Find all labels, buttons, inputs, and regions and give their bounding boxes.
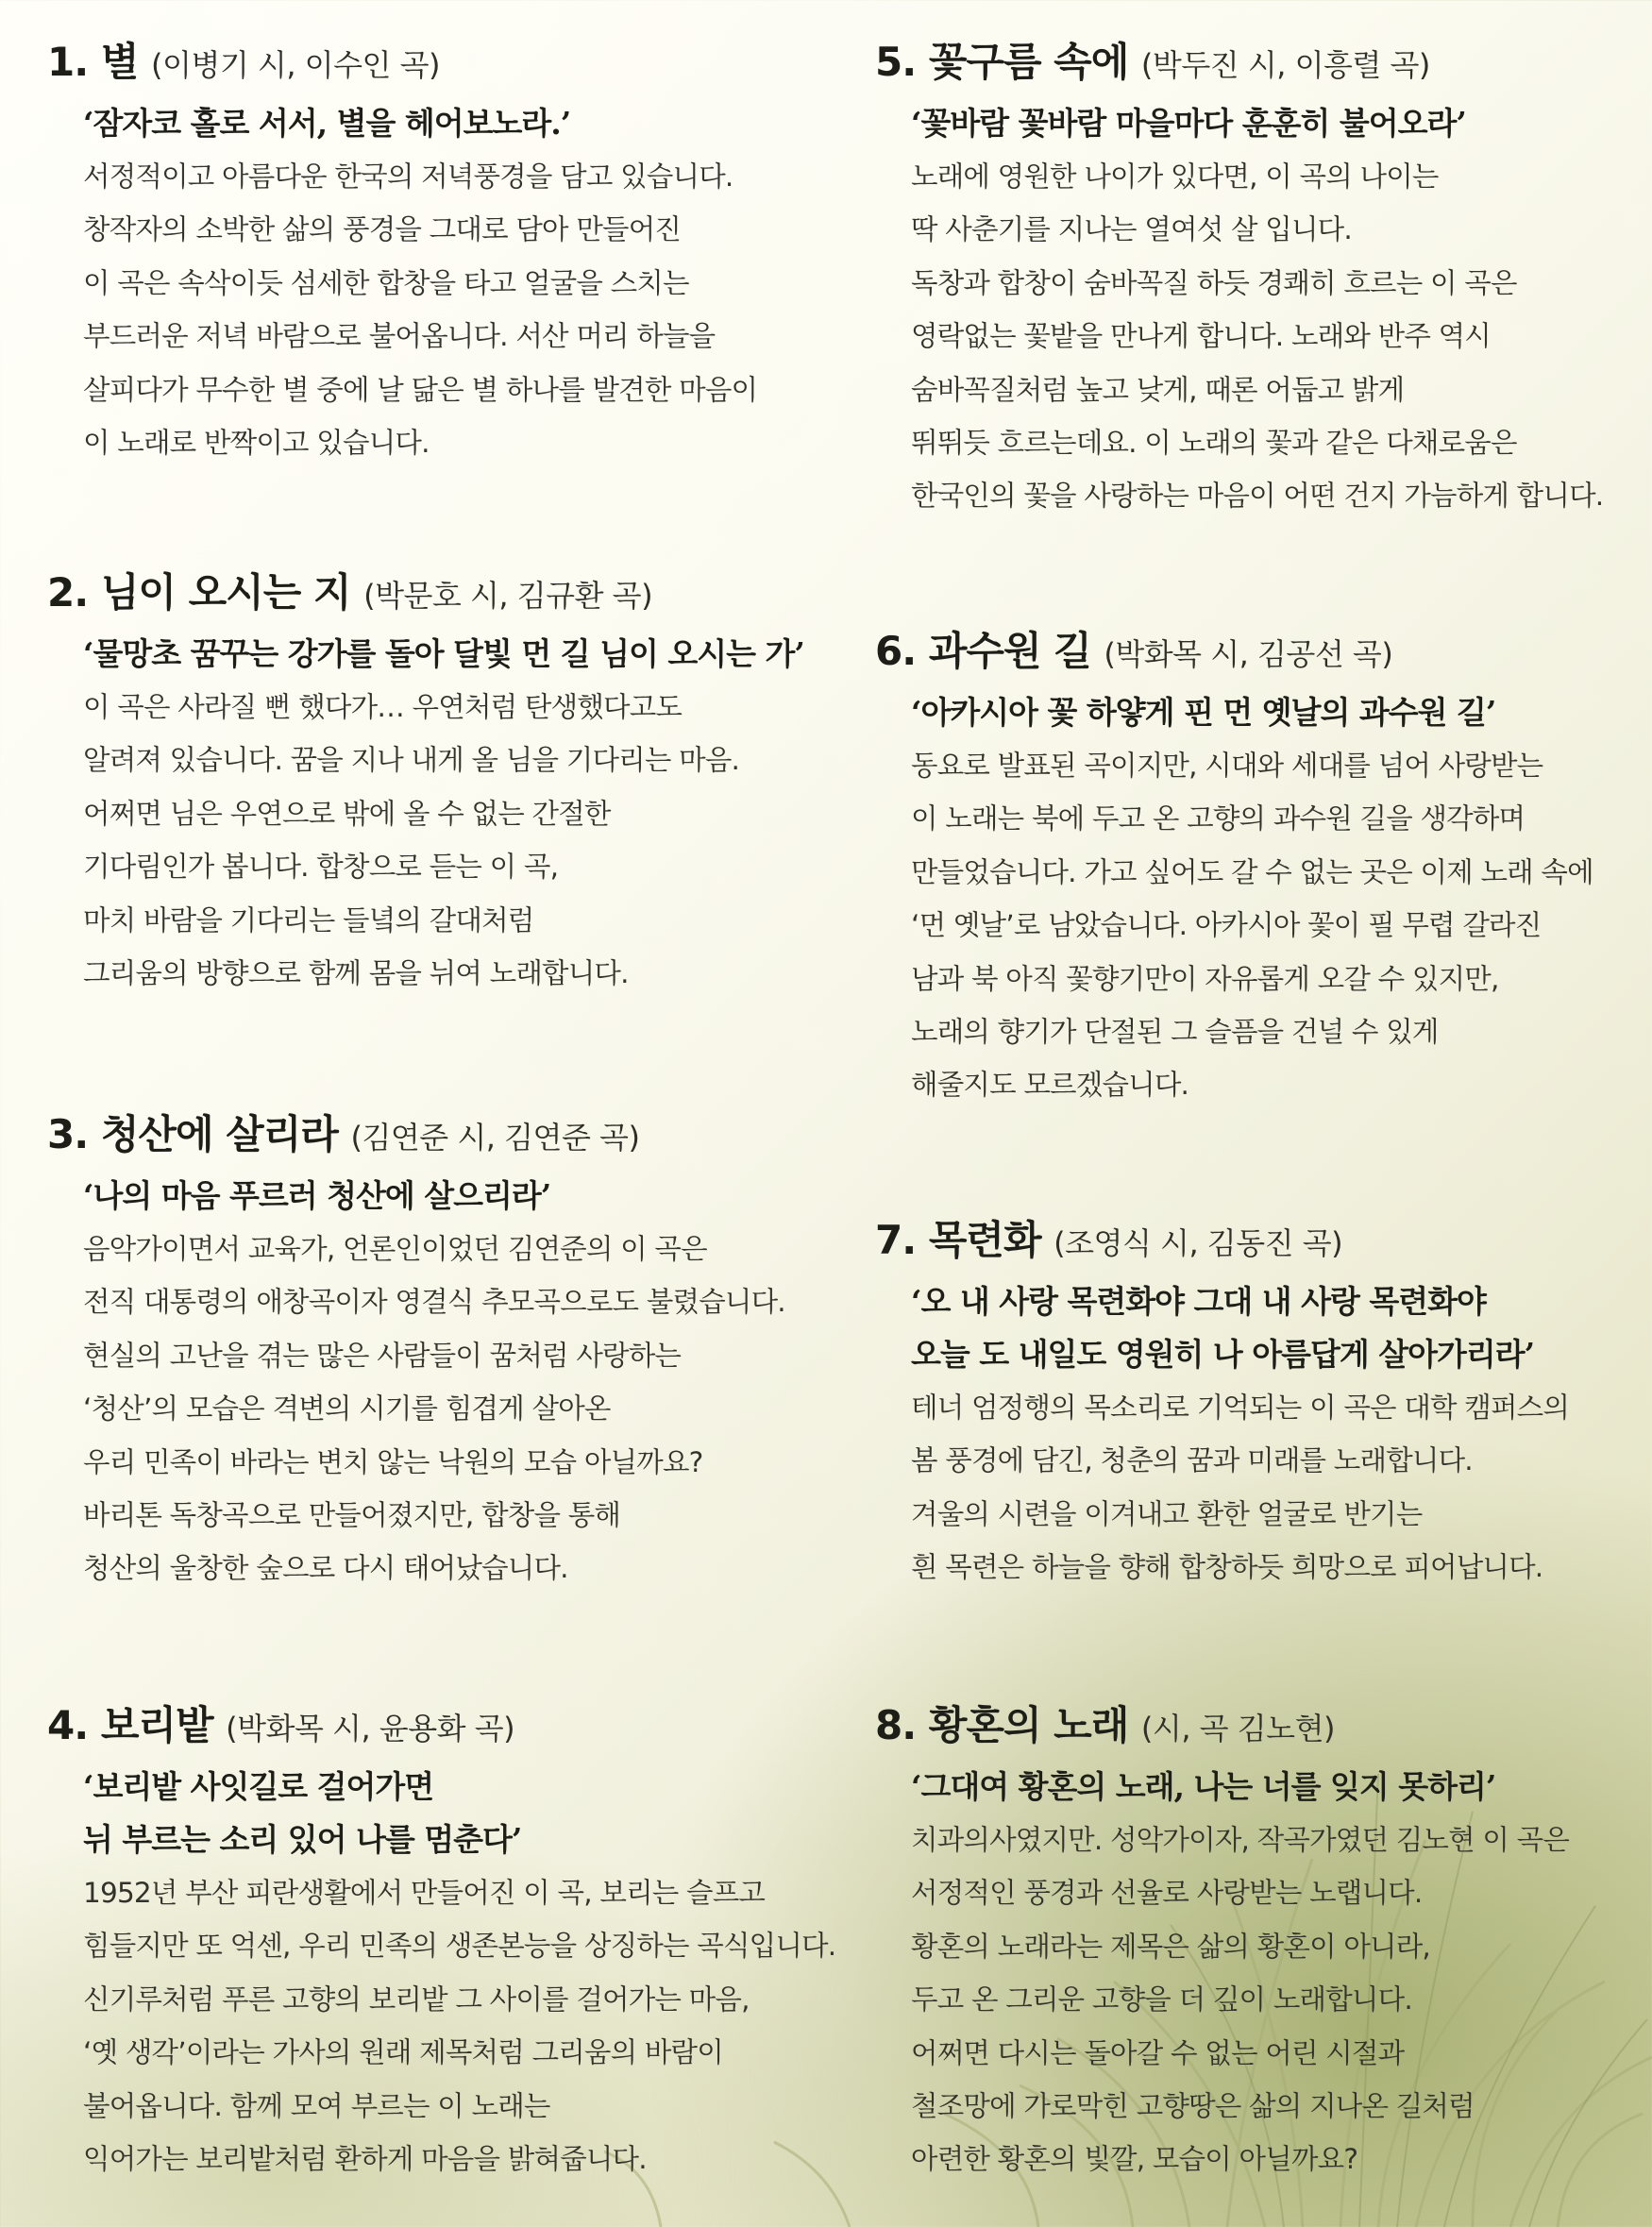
song-description-line: 익어가는 보리밭처럼 환하게 마음을 밝혀줍니다. — [83, 2143, 647, 2176]
song-description-line: 바리톤 독창곡으로 만들어졌지만, 합창을 통해 — [83, 1499, 621, 1532]
song-description-line: 마치 바람을 기다리는 들녘의 갈대처럼 — [83, 903, 534, 936]
song-number: 4. — [47, 1702, 89, 1748]
song-description-line: ‘옛 생각’이라는 가사의 원래 제목처럼 그리움의 바람이 — [83, 2036, 723, 2069]
song-description-line: 어쩌면 다시는 돌아갈 수 없는 어린 시절과 — [911, 2036, 1405, 2069]
song-number: 8. — [875, 1702, 917, 1748]
song-heading — [47, 1699, 850, 1755]
song-2 — [47, 566, 850, 1000]
song-description-line: 겨울의 시련을 이겨내고 환한 얼굴로 반기는 — [911, 1497, 1423, 1530]
song-description-line: 음악가이면서 교육가, 언론인이었던 김연준의 이 곡은 — [83, 1233, 707, 1265]
song-description-line: 청산의 울창한 숲으로 다시 태어났습니다. — [83, 1552, 568, 1585]
song-title: 꽃구름 속에 — [928, 39, 1129, 85]
song-heading — [875, 36, 1652, 92]
song-heading — [875, 1214, 1652, 1270]
song-lyric-quote: ‘물망초 꿈꾸는 강가를 돌아 달빛 먼 길 님이 오시는 가’ — [83, 635, 804, 672]
song-description-line: 서정적인 풍경과 선율로 사랑받는 노랩니다. — [911, 1877, 1423, 1910]
song-number: 6. — [875, 628, 917, 674]
song-title: 황혼의 노래 — [928, 1702, 1129, 1748]
song-title: 님이 오시는 지 — [100, 569, 351, 616]
song-description-line: 철조망에 가로막힌 고향땅은 삶의 지나온 길처럼 — [911, 2090, 1475, 2123]
song-description-line: 아련한 황혼의 빛깔, 모습이 아닐까요? — [911, 2143, 1358, 2176]
song-title: 목련화 — [928, 1217, 1041, 1263]
song-description-line: ‘먼 옛날’로 남았습니다. 아카시아 꽃이 필 무렵 갈라진 — [911, 909, 1542, 942]
song-credit: (박두진 시, 이흥렬 곡) — [1140, 47, 1430, 83]
song-5 — [875, 36, 1652, 523]
song-description-line: 우리 민족이 바라는 변치 않는 낙원의 모습 아닐까요? — [83, 1445, 703, 1478]
song-6 — [875, 625, 1652, 1112]
song-description-line: 이 노래는 북에 두고 온 고향의 과수원 길을 생각하며 — [911, 802, 1526, 835]
song-description-line: 알려져 있습니다. 꿈을 지나 내게 올 님을 기다리는 마음. — [83, 744, 740, 777]
song-description-line: 노래의 향기가 단절된 그 슬픔을 건널 수 있게 — [911, 1016, 1439, 1049]
song-description-line: 한국인의 꽃을 사랑하는 마음이 어떤 건지 가늠하게 합니다. — [911, 480, 1604, 513]
song-description-line: 흰 목련은 하늘을 향해 합창하듯 희망으로 피어납니다. — [911, 1551, 1543, 1584]
song-lyric-quote: ‘오 내 사랑 목련화야 그대 내 사랑 목련화야 — [911, 1283, 1486, 1320]
song-3 — [47, 1108, 850, 1595]
song-description-line: 창작자의 소박한 삶의 풍경을 그대로 담아 만들어진 — [83, 213, 682, 246]
song-lyric-quote: ‘잠자코 홀로 서서, 별을 헤어보노라.’ — [83, 105, 571, 142]
song-number: 1. — [47, 39, 89, 85]
song-description-line: 두고 온 그리운 고향을 더 깊이 노래합니다. — [911, 1983, 1412, 2016]
song-description-line: 전직 대통령의 애창곡이자 영결식 추모곡으로도 불렸습니다. — [83, 1286, 785, 1319]
song-description-line: 동요로 발표된 곡이지만, 시대와 세대를 넘어 사랑받는 — [911, 750, 1543, 782]
song-description-line: 남과 북 아직 꽃향기만이 자유롭게 오갈 수 있지만, — [911, 962, 1499, 995]
song-description-line: 황혼의 노래라는 제목은 삶의 황혼이 아니라, — [911, 1930, 1431, 1963]
song-credit: (이병기 시, 이수인 곡) — [151, 47, 440, 83]
song-credit: (박화목 시, 윤용화 곡) — [226, 1711, 515, 1746]
song-description-line: 어쩌면 님은 우연으로 밖에 올 수 없는 간절한 — [83, 797, 611, 830]
song-description-line: 1952년 부산 피란생활에서 만들어진 이 곡, 보리는 슬프고 — [83, 1877, 766, 1909]
song-lyric-quote: ‘꽃바람 꽃바람 마을마다 훈훈히 불어오라’ — [911, 105, 1466, 142]
song-lyric-quote: 뉘 부르는 소리 있어 나를 멈춘다’ — [83, 1821, 522, 1858]
song-heading — [875, 1699, 1652, 1755]
song-credit: (시, 곡 김노현) — [1140, 1711, 1335, 1746]
song-title: 별 — [100, 39, 139, 85]
song-description-line: 만들었습니다. 가고 싶어도 갈 수 없는 곳은 이제 노래 속에 — [911, 855, 1593, 888]
song-7 — [875, 1214, 1652, 1594]
song-lyric-quote: ‘아카시아 꽃 하얗게 핀 먼 옛날의 과수원 길’ — [911, 694, 1496, 731]
song-heading — [47, 566, 850, 622]
song-number: 2. — [47, 569, 89, 616]
song-description-line: 봄 풍경에 담긴, 청춘의 꿈과 미래를 노래합니다. — [911, 1444, 1473, 1477]
song-heading — [47, 36, 850, 92]
song-description-line: 테너 엄정행의 목소리로 기억되는 이 곡은 대학 캠퍼스의 — [911, 1392, 1570, 1424]
song-lyric-quote: ‘그대여 황혼의 노래, 나는 너를 잊지 못하리’ — [911, 1768, 1496, 1805]
song-number: 5. — [875, 39, 917, 85]
song-title: 과수원 길 — [928, 628, 1091, 674]
song-credit: (조영식 시, 김동진 곡) — [1054, 1225, 1343, 1261]
song-description-line: ‘청산’의 모습은 격변의 시기를 힘겹게 살아온 — [83, 1392, 611, 1426]
song-description-line: 신기루처럼 푸른 고향의 보리밭 그 사이를 걸어가는 마음, — [83, 1982, 750, 2016]
song-heading — [875, 625, 1652, 681]
song-description-line: 뛰뛰듯 흐르는데요. 이 노래의 꽃과 같은 다채로움은 — [911, 427, 1517, 460]
song-description-line: 서정적이고 아름다운 한국의 저녁풍경을 담고 있습니다. — [83, 160, 733, 193]
song-lyric-quote: ‘보리밭 사잇길로 걸어가면 — [83, 1768, 434, 1805]
song-4 — [47, 1699, 850, 2185]
song-description-line: 치과의사였지만. 성악가이자, 작곡가였던 김노현 이 곡은 — [911, 1824, 1570, 1856]
song-description-line: 그리움의 방향으로 함께 몸을 뉘여 노래합니다. — [83, 957, 629, 990]
song-credit: (박문호 시, 김규환 곡) — [363, 578, 653, 614]
song-8 — [875, 1699, 1652, 2186]
song-number: 3. — [47, 1111, 89, 1157]
song-title: 보리밭 — [100, 1702, 213, 1748]
song-description-line: 기다림인가 봅니다. 합창으로 듣는 이 곡, — [83, 851, 559, 884]
song-description-line: 노래에 영원한 나이가 있다면, 이 곡의 나이는 — [911, 160, 1439, 193]
song-description-line: 이 곡은 속삭이듯 섬세한 합창을 타고 얼굴을 스치는 — [83, 266, 689, 299]
song-description-line: 힘들지만 또 억센, 우리 민족의 생존본능을 상징하는 곡식입니다. — [83, 1930, 836, 1963]
song-description-line: 영락없는 꽃밭을 만나게 합니다. 노래와 반주 역시 — [911, 320, 1491, 353]
song-description-line: 딱 사춘기를 지나는 열여섯 살 입니다. — [911, 213, 1352, 246]
song-lyric-quote: ‘나의 마음 푸르러 청산에 살으리라’ — [83, 1177, 551, 1214]
song-description-line: 이 곡은 사라질 뻔 했다가… 우연처럼 탄생했다고도 — [83, 691, 683, 723]
song-description-line: 숨바꼭질처럼 높고 낮게, 때론 어둡고 밝게 — [911, 373, 1405, 406]
song-heading — [47, 1108, 850, 1164]
song-number: 7. — [875, 1217, 917, 1263]
song-description-line: 독창과 합창이 숨바꼭질 하듯 경쾌히 흐르는 이 곡은 — [911, 266, 1517, 299]
song-description-line: 이 노래로 반짝이고 있습니다. — [83, 427, 430, 460]
song-credit: (박화목 시, 김공선 곡) — [1104, 636, 1393, 672]
song-description-line: 불어옵니다. 함께 모여 부르는 이 노래는 — [83, 2089, 550, 2122]
song-lyric-quote: 오늘 도 내일도 영원히 나 아름답게 살아가리라’ — [911, 1336, 1535, 1373]
song-description-line: 현실의 고난을 겪는 많은 사람들이 꿈처럼 사랑하는 — [83, 1339, 682, 1372]
song-description-line: 부드러운 저녁 바람으로 불어옵니다. 서산 머리 하늘을 — [83, 320, 716, 353]
song-description-line: 살피다가 무수한 별 중에 날 닮은 별 하나를 발견한 마음이 — [83, 373, 758, 406]
song-title: 청산에 살리라 — [100, 1111, 338, 1157]
song-credit: (김연준 시, 김연준 곡) — [350, 1120, 640, 1156]
song-1 — [47, 36, 850, 469]
song-description-line: 해줄지도 모르겠습니다. — [911, 1069, 1189, 1102]
